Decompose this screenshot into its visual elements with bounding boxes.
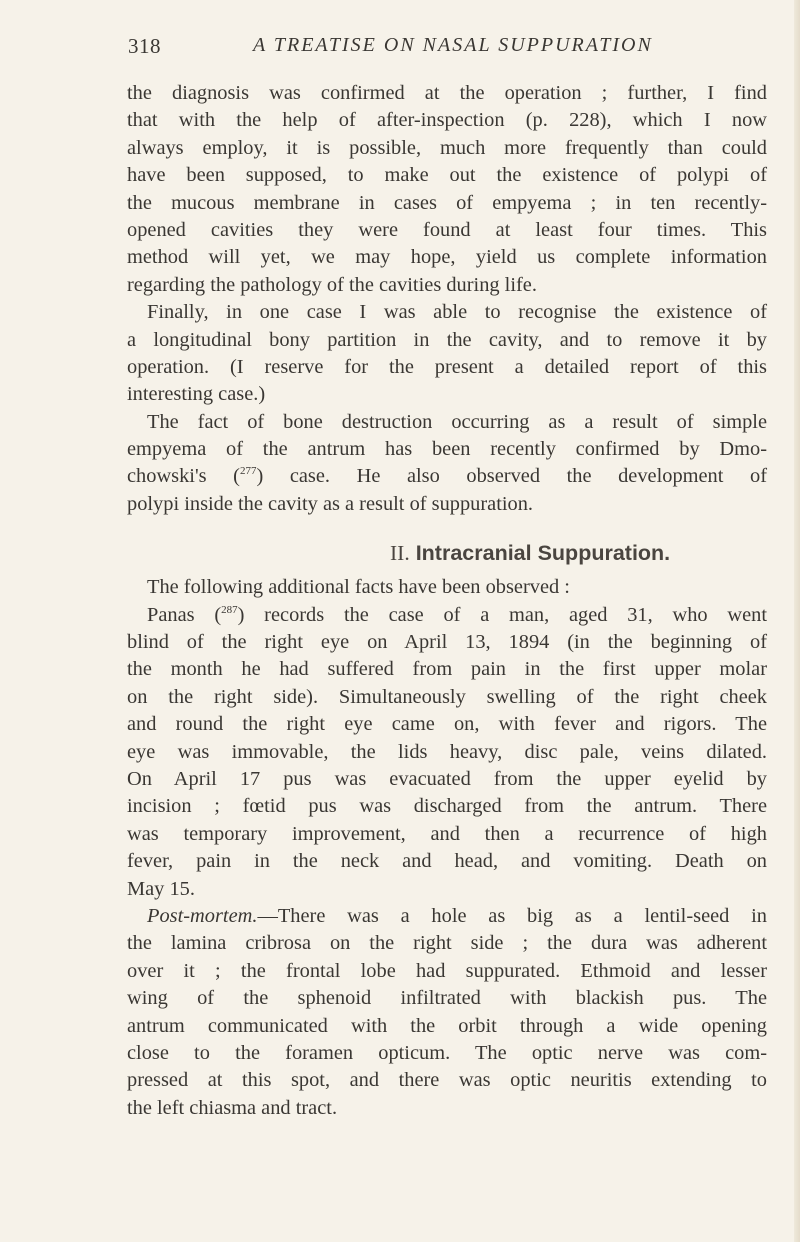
text-line: May 15. xyxy=(127,877,195,900)
text-line: blind of the right eye on April 13, 1894 (in the beginning of xyxy=(127,631,767,654)
section-number: II. xyxy=(390,541,410,566)
text-line: have been supposed, to make out the existence of polypi of xyxy=(127,164,767,187)
section-heading xyxy=(127,540,767,574)
text-line: incision ; fœtid pus was discharged from the antrum. There xyxy=(127,795,767,818)
reference-number: 287 xyxy=(221,603,238,616)
text-fragment: chowski's ( xyxy=(127,465,240,488)
text-line: always employ, it is possible, much more frequently than could xyxy=(127,136,767,159)
text-line: fever, pain in the neck and head, and vomiting. Death on xyxy=(127,850,767,873)
heading-spacer xyxy=(127,518,767,540)
page-number: 318 xyxy=(128,34,161,58)
text-line: pressed at this spot, and there was optic neuritis extending to xyxy=(127,1069,767,1092)
text-line: and round the right eye came on, with fever and rigors. The xyxy=(127,713,767,736)
postmortem-label: Post-mortem. xyxy=(147,904,258,927)
text-fragment: Panas ( xyxy=(147,603,222,626)
text-line: interesting case.) xyxy=(127,383,266,406)
text-line: the diagnosis was confirmed at the operation ; further, I find xyxy=(127,82,767,104)
text-line: close to the foramen opticum. The optic nerve was com- xyxy=(127,1041,767,1064)
text-fragment: —There was a hole as big as a lentil-seed in xyxy=(257,904,767,927)
text-fragment: ) case. He also observed the development of xyxy=(256,465,767,488)
text-fragment: ) records the case of a man, aged 31, who went xyxy=(237,603,767,626)
text-line: that with the help of after-inspection (p. 228), which I now xyxy=(127,109,767,132)
text-line: the left chiasma and tract. xyxy=(127,1096,338,1119)
body-text xyxy=(127,80,767,1122)
text-line: Finally, in one case I was able to recognise the existence of xyxy=(147,301,767,324)
text-line: method will yet, we may hope, yield us complete information xyxy=(127,246,767,269)
text-line: The fact of bone destruction occurring as a result of simple xyxy=(147,410,767,433)
reference-number: 277 xyxy=(239,465,257,478)
text-line: antrum communicated with the orbit through a wide opening xyxy=(127,1014,767,1037)
text-line: operation. (I reserve for the present a detailed report of this xyxy=(127,355,767,378)
text-line: The following additional facts have been observed : xyxy=(147,576,570,599)
text-line: regarding the pathology of the cavities during life. xyxy=(127,273,537,296)
text-line: the month he had suffered from pain in the first upper molar xyxy=(127,658,767,681)
text-line: empyema of the antrum has been recently confirmed by Dmo- xyxy=(127,438,767,461)
text-line: over it ; the frontal lobe had suppurated. Ethmoid and lesser xyxy=(127,959,767,982)
running-title: A TREATISE ON NASAL SUPPURATION xyxy=(253,34,653,56)
running-head xyxy=(128,34,768,68)
text-line: eye was immovable, the lids heavy, disc pale, veins dilated. xyxy=(127,740,767,763)
text-line-with-reference xyxy=(127,463,767,490)
text-line: polypi inside the cavity as a result of suppuration. xyxy=(127,492,534,515)
text-line: wing of the sphenoid infiltrated with blackish pus. The xyxy=(127,987,767,1010)
text-line: on the right side). Simultaneously swelling of the right cheek xyxy=(127,685,767,708)
text-line: the mucous membrane in cases of empyema ; in ten recently- xyxy=(127,191,767,214)
text-line: opened cavities they were found at least four times. This xyxy=(127,218,767,241)
text-line-with-reference xyxy=(127,602,767,629)
text-line: was temporary improvement, and then a recurrence of high xyxy=(127,822,767,845)
section-title: Intracranial Suppuration. xyxy=(415,541,671,566)
text-line: a longitudinal bony partition in the cavity, and to remove it by xyxy=(127,328,767,351)
text-line: On April 17 pus was evacuated from the upper eyelid by xyxy=(127,767,767,790)
text-line: the lamina cribrosa on the right side ; the dura was adherent xyxy=(127,932,767,955)
text-line-with-label xyxy=(127,903,767,930)
